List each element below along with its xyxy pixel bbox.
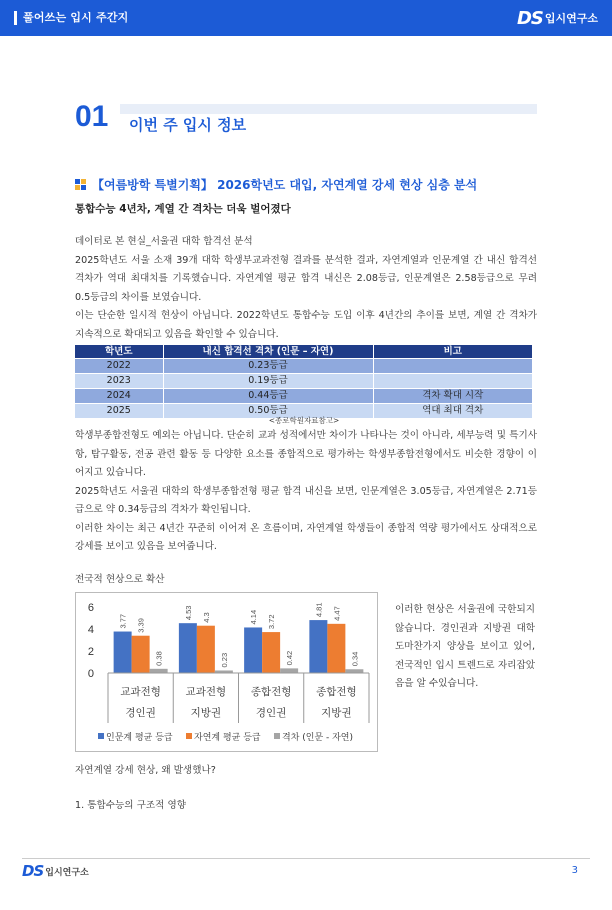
section-heading <box>75 100 537 140</box>
bar-chart <box>76 593 377 751</box>
footer-logo <box>22 862 89 880</box>
table-cell: 0.50등급 <box>163 404 373 419</box>
table-cell: 0.19등급 <box>163 374 373 389</box>
chart-bar <box>114 632 132 673</box>
table-cell: 역대 최대 격차 <box>373 404 533 419</box>
table-header: 비고 <box>373 345 533 359</box>
legend-swatch <box>274 733 280 739</box>
footer-logo-mark: DS <box>22 862 44 880</box>
x-tick-label: 종합전형 <box>316 686 357 698</box>
y-tick-label: 6 <box>87 602 94 614</box>
chart-bar <box>132 636 150 673</box>
table-cell <box>373 374 533 389</box>
paragraph: 학생부종합전형도 예외는 아닙니다. 단순히 교과 성적에서만 차이가 나타나는 것이 아니라, 세부능력 및 특기사항, 탐구활동, 전공 관련 활동 등 다양한 요소를 종합적으로 평가하는 학생부종합전형에서도 비슷한 경향이 이어지고 있습니다. <box>75 430 537 478</box>
data-label: 4.47 <box>332 606 342 621</box>
data-label: 4.14 <box>249 609 259 625</box>
footer-logo-name: 입시연구소 <box>45 867 89 878</box>
chart-bar <box>150 669 168 673</box>
question-heading: 자연계열 강세 현상, 왜 발생했나? <box>75 765 216 776</box>
table-row <box>75 374 533 389</box>
data-label: 3.39 <box>136 618 146 633</box>
table-cell: 2023 <box>75 374 163 389</box>
chart-heading: 전국적 현상으로 확산 <box>75 574 165 585</box>
gap-table <box>75 345 533 418</box>
chart-bar <box>197 626 215 673</box>
header-logo <box>517 7 598 29</box>
data-label: 3.77 <box>118 613 128 629</box>
paragraph: 이러한 차이는 최근 4년간 꾸준히 이어져 온 흐름이며, 자연계열 학생들이 종합적 역량 평가에서도 상대적으로 강세를 보이고 있음을 보여줍니다. <box>75 522 537 552</box>
table-row <box>75 389 533 404</box>
table-cell: 0.44등급 <box>163 389 373 404</box>
x-tick-label: 교과전형 <box>185 686 227 698</box>
y-tick-label: 2 <box>87 646 94 658</box>
legend-label: 격차 (인문 - 자연) <box>282 733 354 743</box>
article-title <box>75 176 477 193</box>
numbered-heading: 1. 통합수능의 구조적 영향 <box>75 800 186 811</box>
data-label: 4.81 <box>314 602 324 618</box>
legend-label: 인문계 평균 등급 <box>106 733 173 743</box>
chart-container <box>75 592 378 752</box>
article-subtitle: 통합수능 4년차, 계열 간 격차는 더욱 벌어졌다 <box>75 203 291 215</box>
data-label: 3.72 <box>267 614 277 630</box>
table-cell: 2022 <box>75 359 163 374</box>
data-label: 0.23 <box>219 652 229 668</box>
chart-bar <box>179 623 197 673</box>
chart-bar <box>309 620 327 673</box>
y-tick-label: 0 <box>87 668 94 680</box>
top-banner <box>0 0 612 36</box>
x-tick-label: 종합전형 <box>250 686 292 698</box>
table-header: 내신 합격선 격차 (인문 – 자연) <box>163 345 373 359</box>
logo-name: 입시연구소 <box>544 12 598 25</box>
title-bullet-icon <box>75 179 86 190</box>
table-cell <box>373 359 533 374</box>
page-number: 3 <box>571 865 578 876</box>
section-heading-bar <box>120 104 537 114</box>
table-cell: 2024 <box>75 389 163 404</box>
chart-bar <box>280 668 298 673</box>
data-label: 0.38 <box>154 651 164 666</box>
table-cell: 2025 <box>75 404 163 419</box>
data-label: 4.3 <box>201 612 211 623</box>
side-paragraph: 이러한 현상은 서울권에 국한되지 않습니다. 경인권과 지방권 대학도마찬가지 양상을 보이고 있어, 전국적인 입시 트렌드로 자리잡았음을 알 수있습니다. <box>395 604 535 689</box>
chart-bar <box>327 624 345 673</box>
footer-divider <box>22 858 590 859</box>
table-cell: 격차 확대 시작 <box>373 389 533 404</box>
chart-bar <box>262 632 280 673</box>
chart-bar <box>244 627 262 673</box>
table-cell: 0.23등급 <box>163 359 373 374</box>
x-tick-label: 경인권 <box>125 707 156 719</box>
paragraph: 2025학년도 서울 소재 39개 대학 학생부교과전형 결과를 분석한 결과, 자연계열과 인문계열 간 내신 합격선 격차가 역대 최대치를 기록했습니다. 자연계열 평균 합격 내신은 2.08등급, 인문계열은 2.58등급으로 무려 0.5등급의 차이를 보였습니다. <box>75 254 537 303</box>
data-label: 0.34 <box>350 651 360 667</box>
table-header-row <box>75 345 533 359</box>
publication-title: 풀어쓰는 입시 주간지 <box>23 11 129 24</box>
table-source: <종로학원자료참고> <box>268 416 340 425</box>
data-label: 0.42 <box>285 650 295 666</box>
article-title-text: 【여름방학 특별기획】 2026학년도 대입, 자연계열 강세 현상 심층 분석 <box>92 178 478 192</box>
paragraph: 데이터로 본 현실_서울권 대학 합격선 분석 <box>75 236 253 247</box>
x-tick-label: 지방권 <box>321 707 352 719</box>
section-label: 이번 주 입시 정보 <box>129 116 247 134</box>
legend-swatch <box>98 733 104 739</box>
data-label: 4.53 <box>183 605 193 621</box>
paragraph-block-1 <box>75 233 537 344</box>
x-tick-label: 교과전형 <box>120 686 161 698</box>
section-number: 01 <box>75 100 109 133</box>
legend-swatch <box>186 733 192 739</box>
table-row <box>75 359 533 374</box>
table-header: 학년도 <box>75 345 163 359</box>
paragraph: 이는 단순한 일시적 현상이 아닙니다. 2022학년도 통합수능 도입 이후 4년간의 추이를 보면, 계열 간 격차가 지속적으로 확대되고 있음을 확인할 수 있습니다. <box>75 310 537 340</box>
paragraph-block-2 <box>75 427 537 557</box>
x-tick-label: 경인권 <box>255 707 287 719</box>
logo-mark: DS <box>516 7 543 29</box>
y-tick-label: 4 <box>87 624 94 636</box>
banner-marker <box>14 11 17 25</box>
legend-label: 자연계 평균 등급 <box>194 733 261 743</box>
chart-bar <box>345 669 363 673</box>
paragraph: 2025학년도 서울권 대학의 학생부종합전형 평균 합격 내신을 보면, 인문계열은 3.05등급, 자연계열은 2.71등급으로 약 0.34등급의 격차가 확인됩니다. <box>75 485 537 515</box>
x-tick-label: 지방권 <box>190 707 222 719</box>
